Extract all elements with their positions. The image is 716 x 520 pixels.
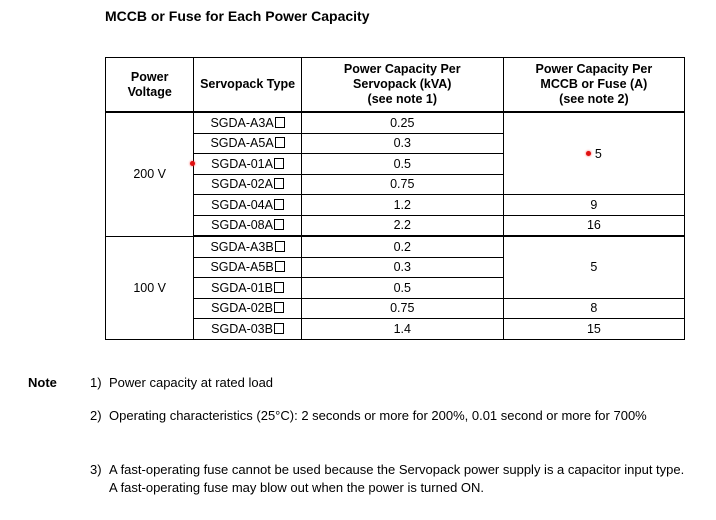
mccb-cell: 16 [503,215,684,236]
servopack-type-cell: SGDA-08A [194,215,301,236]
servopack-type-cell: SGDA-01A [194,154,301,175]
header-voltage: Power Voltage [106,58,194,113]
kva-cell: 2.2 [301,215,503,236]
header-mccb: Power Capacity Per MCCB or Fuse (A) (see note 2) [503,58,684,113]
table-row [106,236,685,257]
kva-cell: 1.2 [301,195,503,216]
mccb-cell: 9 [503,195,684,216]
servopack-type-cell: SGDA-02B [194,298,301,319]
note-number: 2) [90,408,102,423]
note-number: 1) [90,375,102,390]
kva-cell: 0.2 [301,236,503,257]
note-text: Operating characteristics (25°C): 2 seconds or more for 200%, 0.01 second or more for 700% [109,408,647,423]
note-number: 3) [90,462,102,477]
mccb-cell: 5 [503,236,684,298]
servopack-type-cell: SGDA-A3B [194,236,301,257]
kva-cell: 0.5 [301,278,503,299]
kva-cell: 0.5 [301,154,503,175]
kva-cell: 0.25 [301,112,503,133]
servopack-type-cell: SGDA-02A [194,174,301,195]
red-dot-icon [190,161,195,166]
voltage-cell: 200 V [106,112,194,236]
mccb-cell: 5 [503,112,684,195]
power-capacity-table [105,57,685,340]
placeholder-box-icon [274,158,284,169]
servopack-type-cell: SGDA-04A [194,195,301,216]
placeholder-box-icon [274,199,284,210]
red-dot-icon [586,151,591,156]
servopack-type-cell: SGDA-A3A [194,112,301,133]
placeholder-box-icon [274,282,284,293]
kva-cell: 0.3 [301,133,503,154]
note-label: Note [28,375,57,390]
placeholder-box-icon [274,302,284,313]
servopack-type-cell: SGDA-03B [194,319,301,340]
kva-cell: 1.4 [301,319,503,340]
placeholder-box-icon [275,117,285,128]
placeholder-box-icon [274,219,284,230]
voltage-cell: 100 V [106,236,194,339]
table-header-row [106,58,685,113]
placeholder-box-icon [275,261,285,272]
kva-cell: 0.75 [301,298,503,319]
servopack-type-cell: SGDA-A5B [194,257,301,278]
kva-cell: 0.3 [301,257,503,278]
kva-cell: 0.75 [301,174,503,195]
page-title: MCCB or Fuse for Each Power Capacity [105,8,370,24]
placeholder-box-icon [274,323,284,334]
mccb-cell: 15 [503,319,684,340]
servopack-type-cell: SGDA-01B [194,278,301,299]
header-servopack-type: Servopack Type [194,58,301,113]
note-text: Power capacity at rated load [109,375,274,390]
note-text: A fast-operating fuse cannot be used because the Servopack power supply is a capacitor input type. A fast-operating fuse may blow out when the power is turned ON. [109,462,685,495]
mccb-cell: 8 [503,298,684,319]
servopack-type-cell: SGDA-A5A [194,133,301,154]
placeholder-box-icon [274,178,284,189]
placeholder-box-icon [275,137,285,148]
header-kva: Power Capacity Per Servopack (kVA) (see note 1) [301,58,503,113]
placeholder-box-icon [275,241,285,252]
table-row [106,112,685,133]
